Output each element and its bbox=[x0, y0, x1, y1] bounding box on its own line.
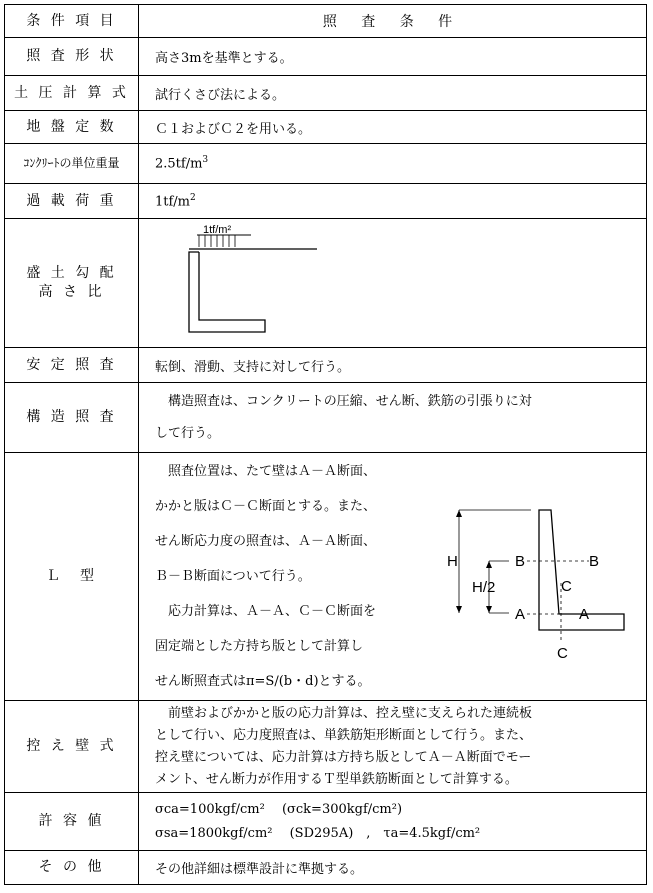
label-b-right: B bbox=[589, 553, 600, 570]
row-text: として行い、応力度照査は、単鉄筋矩形断面として行う。また、 bbox=[155, 727, 533, 743]
header-left: 条 件 項 目 bbox=[5, 5, 139, 37]
row-text: かかと版はＣ－Ｃ断面とする。また、 bbox=[155, 499, 377, 514]
row-text: 試行くさび法による。 bbox=[155, 87, 286, 103]
row-label: 安 定 照 査 bbox=[5, 348, 139, 382]
row-unit-weight bbox=[5, 144, 646, 184]
row-text: 前壁およびかかと版の応力計算は、控え壁に支えられた連続板 bbox=[155, 705, 533, 721]
row-stability bbox=[5, 348, 646, 383]
row-text: 固定端とした方持ち版として計算し bbox=[155, 639, 364, 654]
label-a-right: A bbox=[579, 606, 590, 623]
label-c-bottom: C bbox=[557, 645, 568, 662]
row-text: 高さ3mを基準とする。 bbox=[155, 51, 293, 66]
load-label: 1tf/m² bbox=[203, 224, 232, 236]
row-label: 許 容 値 bbox=[5, 793, 139, 850]
row-other bbox=[5, 851, 646, 884]
row-text: $1tf/m^2$ bbox=[155, 192, 196, 210]
row-label: 照 査 形 状 bbox=[5, 38, 139, 75]
row-earth-pressure bbox=[5, 76, 646, 111]
row-text: 構造照査は、コンクリートの圧縮、せん断、鉄筋の引張りに対 bbox=[155, 393, 532, 409]
row-text: $2.5tf/m^3$ bbox=[155, 155, 209, 172]
row-text: Ｂ－Ｂ断面について行う。 bbox=[155, 569, 311, 584]
row-text: メント、せん断力が作用するＴ型単鉄筋断面として計算する。 bbox=[155, 771, 518, 787]
row-label: 過 載 荷 重 bbox=[5, 184, 139, 218]
label-h: H bbox=[447, 553, 458, 570]
label-c-top: C bbox=[561, 578, 572, 595]
label-b-left: B bbox=[515, 553, 526, 570]
row-label: 地 盤 定 数 bbox=[5, 111, 139, 143]
row-text: σsa=1800kgf/cm² (SD295A) , τa=4.5kgf/cm² bbox=[155, 825, 481, 841]
row-slope bbox=[5, 219, 646, 348]
label-h-half: H/2 bbox=[472, 579, 496, 596]
row-text: その他詳細は標準設計に準拠する。 bbox=[155, 862, 364, 877]
l-wall-section-diagram bbox=[439, 493, 639, 663]
l-wall-sketch bbox=[169, 219, 319, 339]
row-label: ｺﾝｸﾘｰﾄの単位重量 bbox=[5, 144, 139, 183]
row-text: 応力計算は、Ａ－Ａ、Ｃ－Ｃ断面を bbox=[155, 604, 377, 619]
row-label: 構 造 照 査 bbox=[5, 383, 139, 452]
label-a-left: A bbox=[515, 606, 526, 623]
row-text: せん断照査式はπ=S/(b・d)とする。 bbox=[155, 674, 371, 689]
row-text: 控え壁については、応力計算は方持ち版としてＡ－Ａ断面でモー bbox=[155, 749, 532, 765]
row-surcharge bbox=[5, 184, 646, 219]
row-label: そ の 他 bbox=[5, 851, 139, 884]
row-ground-constants bbox=[5, 111, 646, 144]
row-text: Ｃ１およびＣ２を用いる。 bbox=[155, 121, 312, 137]
row-label: 土 圧 計 算 式 bbox=[5, 76, 139, 110]
row-label: 控 え 壁 式 bbox=[5, 701, 139, 792]
header-row bbox=[5, 5, 646, 38]
row-label: 盛 土 勾 配 高 さ 比 bbox=[5, 219, 139, 347]
row-counterfort bbox=[5, 701, 646, 793]
row-text: して行う。 bbox=[155, 425, 221, 441]
row-shape bbox=[5, 38, 646, 76]
row-label: Ｌ 型 bbox=[5, 453, 139, 700]
row-structural bbox=[5, 383, 646, 453]
row-text: 転倒、滑動、支持に対して行う。 bbox=[155, 359, 351, 375]
row-allowable bbox=[5, 793, 646, 851]
row-text: σca=100kgf/cm² (σck=300kgf/cm²) bbox=[155, 801, 403, 817]
row-text: せん断応力度の照査は、Ａ－Ａ断面、 bbox=[155, 534, 377, 549]
row-l-type bbox=[5, 453, 646, 701]
row-text: 照査位置は、たて壁はＡ－Ａ断面、 bbox=[155, 464, 377, 479]
header-right: 照 査 条 件 bbox=[322, 14, 463, 30]
conditions-table bbox=[4, 4, 647, 885]
